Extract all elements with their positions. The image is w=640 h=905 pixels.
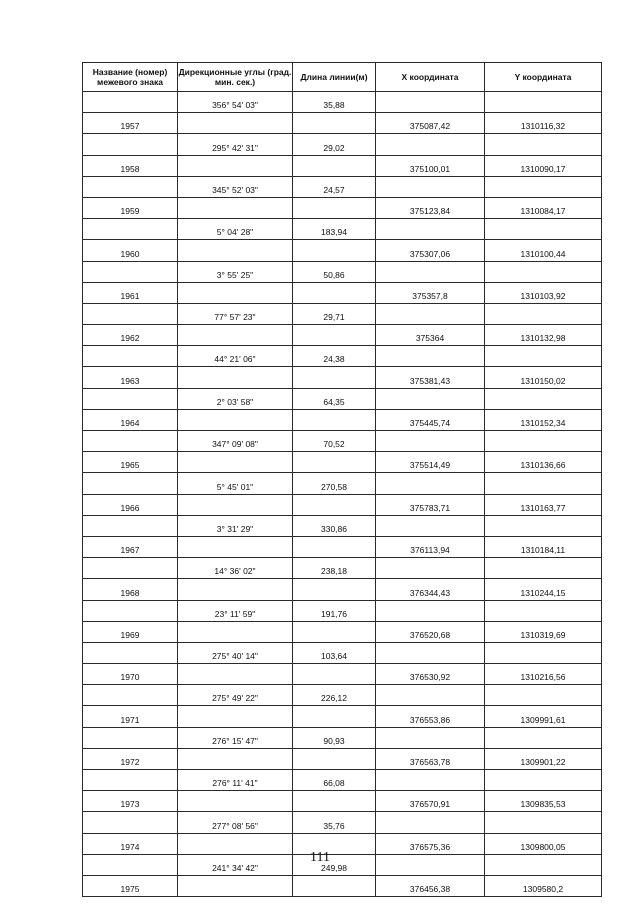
table-row bbox=[83, 155, 602, 176]
bearing-cell bbox=[178, 791, 293, 812]
y-coordinate-cell: 1309800,05 bbox=[485, 833, 602, 854]
mark-name-cell: 1968 bbox=[83, 579, 178, 600]
mark-name-cell bbox=[83, 261, 178, 282]
bearing-cell: 3° 31' 29" bbox=[178, 515, 293, 536]
y-coordinate-cell: 1309991,61 bbox=[485, 706, 602, 727]
mark-name-cell: 1967 bbox=[83, 536, 178, 557]
mark-name-cell bbox=[83, 219, 178, 240]
line-length-cell bbox=[293, 791, 376, 812]
y-coordinate-cell bbox=[485, 346, 602, 367]
mark-name-cell: 1958 bbox=[83, 155, 178, 176]
mark-name-cell: 1959 bbox=[83, 197, 178, 218]
line-length-cell bbox=[293, 409, 376, 430]
mark-name-cell bbox=[83, 431, 178, 452]
line-length-cell bbox=[293, 706, 376, 727]
y-coordinate-cell: 1309901,22 bbox=[485, 748, 602, 769]
bearing-cell bbox=[178, 875, 293, 896]
x-coordinate-cell bbox=[376, 303, 485, 324]
bearing-cell bbox=[178, 240, 293, 261]
table-row bbox=[83, 388, 602, 409]
mark-name-cell: 1963 bbox=[83, 367, 178, 388]
x-coordinate-cell: 376520,68 bbox=[376, 621, 485, 642]
table-row bbox=[83, 706, 602, 727]
table-row bbox=[83, 219, 602, 240]
line-length-cell bbox=[293, 325, 376, 346]
mark-name-cell bbox=[83, 176, 178, 197]
table-header-row bbox=[83, 63, 602, 92]
y-coordinate-cell: 1310150,02 bbox=[485, 367, 602, 388]
table-row bbox=[83, 791, 602, 812]
bearing-cell bbox=[178, 579, 293, 600]
y-coordinate-cell bbox=[485, 515, 602, 536]
mark-name-cell bbox=[83, 812, 178, 833]
bearing-cell: 44° 21' 06" bbox=[178, 346, 293, 367]
mark-name-cell: 1961 bbox=[83, 282, 178, 303]
x-coordinate-cell bbox=[376, 515, 485, 536]
bearing-cell bbox=[178, 113, 293, 134]
bearing-cell bbox=[178, 155, 293, 176]
line-length-cell: 238,18 bbox=[293, 558, 376, 579]
bearing-cell: 356° 54' 03" bbox=[178, 92, 293, 113]
table-row bbox=[83, 409, 602, 430]
bearing-cell: 295° 42' 31" bbox=[178, 134, 293, 155]
line-length-cell: 70,52 bbox=[293, 431, 376, 452]
table-row bbox=[83, 473, 602, 494]
mark-name-cell: 1964 bbox=[83, 409, 178, 430]
y-coordinate-cell bbox=[485, 388, 602, 409]
table-row bbox=[83, 303, 602, 324]
line-length-cell: 35,76 bbox=[293, 812, 376, 833]
mark-name-cell bbox=[83, 642, 178, 663]
y-coordinate-cell: 1310116,32 bbox=[485, 113, 602, 134]
bearing-cell bbox=[178, 197, 293, 218]
header-mark-name: Название (номер) межевого знака bbox=[83, 63, 178, 92]
x-coordinate-cell: 375087,42 bbox=[376, 113, 485, 134]
table-row bbox=[83, 664, 602, 685]
mark-name-cell bbox=[83, 770, 178, 791]
line-length-cell bbox=[293, 155, 376, 176]
x-coordinate-cell bbox=[376, 346, 485, 367]
mark-name-cell: 1972 bbox=[83, 748, 178, 769]
x-coordinate-cell: 376553,86 bbox=[376, 706, 485, 727]
x-coordinate-cell bbox=[376, 642, 485, 663]
table-row bbox=[83, 515, 602, 536]
x-coordinate-cell bbox=[376, 473, 485, 494]
mark-name-cell bbox=[83, 303, 178, 324]
table-row bbox=[83, 176, 602, 197]
bearing-cell bbox=[178, 494, 293, 515]
line-length-cell: 24,57 bbox=[293, 176, 376, 197]
x-coordinate-cell bbox=[376, 92, 485, 113]
bearing-cell: 241° 34' 42" bbox=[178, 854, 293, 875]
mark-name-cell: 1973 bbox=[83, 791, 178, 812]
header-y-coordinate: Y координата bbox=[485, 63, 602, 92]
y-coordinate-cell bbox=[485, 431, 602, 452]
table-row bbox=[83, 452, 602, 473]
table-row bbox=[83, 494, 602, 515]
bearing-cell: 275° 40' 14" bbox=[178, 642, 293, 663]
x-coordinate-cell: 376344,43 bbox=[376, 579, 485, 600]
table-row bbox=[83, 727, 602, 748]
line-length-cell: 103,64 bbox=[293, 642, 376, 663]
line-length-cell: 270,58 bbox=[293, 473, 376, 494]
x-coordinate-cell: 376113,94 bbox=[376, 536, 485, 557]
y-coordinate-cell: 1309580,2 bbox=[485, 875, 602, 896]
mark-name-cell bbox=[83, 558, 178, 579]
bearing-cell bbox=[178, 282, 293, 303]
line-length-cell: 226,12 bbox=[293, 685, 376, 706]
bearing-cell: 277° 08' 56" bbox=[178, 812, 293, 833]
table-row bbox=[83, 134, 602, 155]
y-coordinate-cell: 1310090,17 bbox=[485, 155, 602, 176]
line-length-cell: 191,76 bbox=[293, 600, 376, 621]
y-coordinate-cell bbox=[485, 685, 602, 706]
bearing-cell bbox=[178, 748, 293, 769]
table-row bbox=[83, 685, 602, 706]
mark-name-cell bbox=[83, 685, 178, 706]
header-line-length: Длина линии(м) bbox=[293, 63, 376, 92]
x-coordinate-cell: 375307,06 bbox=[376, 240, 485, 261]
x-coordinate-cell: 376563,78 bbox=[376, 748, 485, 769]
y-coordinate-cell bbox=[485, 219, 602, 240]
y-coordinate-cell bbox=[485, 770, 602, 791]
mark-name-cell bbox=[83, 600, 178, 621]
line-length-cell: 35,88 bbox=[293, 92, 376, 113]
bearing-cell: 14° 36' 02" bbox=[178, 558, 293, 579]
x-coordinate-cell: 375783,71 bbox=[376, 494, 485, 515]
line-length-cell bbox=[293, 240, 376, 261]
line-length-cell: 64,35 bbox=[293, 388, 376, 409]
y-coordinate-cell bbox=[485, 473, 602, 494]
table-row bbox=[83, 558, 602, 579]
mark-name-cell: 1969 bbox=[83, 621, 178, 642]
y-coordinate-cell: 1310084,17 bbox=[485, 197, 602, 218]
line-length-cell bbox=[293, 664, 376, 685]
table-row bbox=[83, 113, 602, 134]
line-length-cell bbox=[293, 579, 376, 600]
x-coordinate-cell bbox=[376, 134, 485, 155]
x-coordinate-cell: 375357,8 bbox=[376, 282, 485, 303]
x-coordinate-cell bbox=[376, 431, 485, 452]
line-length-cell bbox=[293, 197, 376, 218]
table-row bbox=[83, 325, 602, 346]
table-row bbox=[83, 579, 602, 600]
x-coordinate-cell bbox=[376, 770, 485, 791]
table-row bbox=[83, 92, 602, 113]
x-coordinate-cell: 375123,84 bbox=[376, 197, 485, 218]
line-length-cell bbox=[293, 875, 376, 896]
bearing-cell: 2° 03' 58" bbox=[178, 388, 293, 409]
bearing-cell: 275° 49' 22" bbox=[178, 685, 293, 706]
bearing-cell: 276° 15' 47" bbox=[178, 727, 293, 748]
bearing-cell: 347° 09' 08" bbox=[178, 431, 293, 452]
bearing-cell bbox=[178, 664, 293, 685]
mark-name-cell: 1960 bbox=[83, 240, 178, 261]
y-coordinate-cell: 1310152,34 bbox=[485, 409, 602, 430]
y-coordinate-cell bbox=[485, 261, 602, 282]
mark-name-cell bbox=[83, 727, 178, 748]
bearing-cell: 77° 57' 23" bbox=[178, 303, 293, 324]
line-length-cell: 29,71 bbox=[293, 303, 376, 324]
table-row bbox=[83, 282, 602, 303]
line-length-cell bbox=[293, 282, 376, 303]
bearing-cell: 23° 11' 59" bbox=[178, 600, 293, 621]
x-coordinate-cell: 375381,43 bbox=[376, 367, 485, 388]
page-number: 111 bbox=[310, 850, 330, 865]
x-coordinate-cell bbox=[376, 219, 485, 240]
line-length-cell: 330,86 bbox=[293, 515, 376, 536]
y-coordinate-cell: 1310184,11 bbox=[485, 536, 602, 557]
table-row bbox=[83, 621, 602, 642]
x-coordinate-cell bbox=[376, 812, 485, 833]
line-length-cell: 50,86 bbox=[293, 261, 376, 282]
header-bearing: Дирекционные углы (град. мин. сек.) bbox=[178, 63, 293, 92]
y-coordinate-cell: 1310216,56 bbox=[485, 664, 602, 685]
x-coordinate-cell: 375100,01 bbox=[376, 155, 485, 176]
table-row bbox=[83, 812, 602, 833]
table-row bbox=[83, 770, 602, 791]
y-coordinate-cell bbox=[485, 176, 602, 197]
table-row bbox=[83, 642, 602, 663]
mark-name-cell: 1966 bbox=[83, 494, 178, 515]
line-length-cell: 24,38 bbox=[293, 346, 376, 367]
x-coordinate-cell bbox=[376, 727, 485, 748]
line-length-cell bbox=[293, 748, 376, 769]
line-length-cell bbox=[293, 452, 376, 473]
x-coordinate-cell: 375514,49 bbox=[376, 452, 485, 473]
line-length-cell bbox=[293, 113, 376, 134]
y-coordinate-cell bbox=[485, 558, 602, 579]
y-coordinate-cell: 1309835,53 bbox=[485, 791, 602, 812]
table-row bbox=[83, 875, 602, 896]
bearing-cell bbox=[178, 409, 293, 430]
y-coordinate-cell bbox=[485, 600, 602, 621]
table-row bbox=[83, 261, 602, 282]
y-coordinate-cell: 1310136,66 bbox=[485, 452, 602, 473]
mark-name-cell bbox=[83, 134, 178, 155]
x-coordinate-cell bbox=[376, 600, 485, 621]
line-length-cell: 249,98 bbox=[293, 854, 376, 875]
bearing-cell: 3° 55' 25" bbox=[178, 261, 293, 282]
table-row bbox=[83, 240, 602, 261]
y-coordinate-cell bbox=[485, 812, 602, 833]
x-coordinate-cell: 376575,36 bbox=[376, 833, 485, 854]
bearing-cell bbox=[178, 325, 293, 346]
x-coordinate-cell: 375364 bbox=[376, 325, 485, 346]
table-row bbox=[83, 197, 602, 218]
table-row bbox=[83, 346, 602, 367]
bearing-cell bbox=[178, 621, 293, 642]
line-length-cell bbox=[293, 367, 376, 388]
table-row bbox=[83, 536, 602, 557]
bearing-cell: 5° 04' 28" bbox=[178, 219, 293, 240]
bearing-cell bbox=[178, 452, 293, 473]
mark-name-cell bbox=[83, 388, 178, 409]
line-length-cell: 90,93 bbox=[293, 727, 376, 748]
y-coordinate-cell: 1310319,69 bbox=[485, 621, 602, 642]
x-coordinate-cell bbox=[376, 261, 485, 282]
bearing-cell bbox=[178, 367, 293, 388]
line-length-cell bbox=[293, 621, 376, 642]
x-coordinate-cell bbox=[376, 388, 485, 409]
y-coordinate-cell: 1310100,44 bbox=[485, 240, 602, 261]
y-coordinate-cell: 1310163,77 bbox=[485, 494, 602, 515]
table-row bbox=[83, 748, 602, 769]
y-coordinate-cell: 1310244,15 bbox=[485, 579, 602, 600]
mark-name-cell bbox=[83, 92, 178, 113]
y-coordinate-cell bbox=[485, 642, 602, 663]
line-length-cell bbox=[293, 536, 376, 557]
bearing-cell bbox=[178, 536, 293, 557]
x-coordinate-cell: 376456,38 bbox=[376, 875, 485, 896]
table-row bbox=[83, 600, 602, 621]
mark-name-cell bbox=[83, 515, 178, 536]
y-coordinate-cell bbox=[485, 134, 602, 155]
mark-name-cell: 1970 bbox=[83, 664, 178, 685]
line-length-cell: 183,94 bbox=[293, 219, 376, 240]
y-coordinate-cell bbox=[485, 727, 602, 748]
y-coordinate-cell bbox=[485, 92, 602, 113]
x-coordinate-cell: 376530,92 bbox=[376, 664, 485, 685]
x-coordinate-cell bbox=[376, 176, 485, 197]
y-coordinate-cell: 1310132,98 bbox=[485, 325, 602, 346]
bearing-cell: 345° 52' 03" bbox=[178, 176, 293, 197]
y-coordinate-cell: 1310103,92 bbox=[485, 282, 602, 303]
mark-name-cell: 1971 bbox=[83, 706, 178, 727]
mark-name-cell: 1962 bbox=[83, 325, 178, 346]
x-coordinate-cell bbox=[376, 685, 485, 706]
table-row bbox=[83, 367, 602, 388]
bearing-cell: 276° 11' 41" bbox=[178, 770, 293, 791]
x-coordinate-cell: 376570,91 bbox=[376, 791, 485, 812]
mark-name-cell: 1975 bbox=[83, 875, 178, 896]
mark-name-cell: 1957 bbox=[83, 113, 178, 134]
boundary-marks-table bbox=[82, 62, 602, 897]
x-coordinate-cell bbox=[376, 558, 485, 579]
x-coordinate-cell: 375445,74 bbox=[376, 409, 485, 430]
mark-name-cell bbox=[83, 473, 178, 494]
y-coordinate-cell bbox=[485, 303, 602, 324]
table-body bbox=[83, 92, 602, 897]
mark-name-cell: 1965 bbox=[83, 452, 178, 473]
mark-name-cell: 1974 bbox=[83, 833, 178, 854]
header-x-coordinate: X координата bbox=[376, 63, 485, 92]
table-row bbox=[83, 431, 602, 452]
line-length-cell: 66,08 bbox=[293, 770, 376, 791]
bearing-cell: 5° 45' 01" bbox=[178, 473, 293, 494]
line-length-cell: 29,02 bbox=[293, 134, 376, 155]
mark-name-cell bbox=[83, 346, 178, 367]
line-length-cell bbox=[293, 494, 376, 515]
bearing-cell bbox=[178, 706, 293, 727]
